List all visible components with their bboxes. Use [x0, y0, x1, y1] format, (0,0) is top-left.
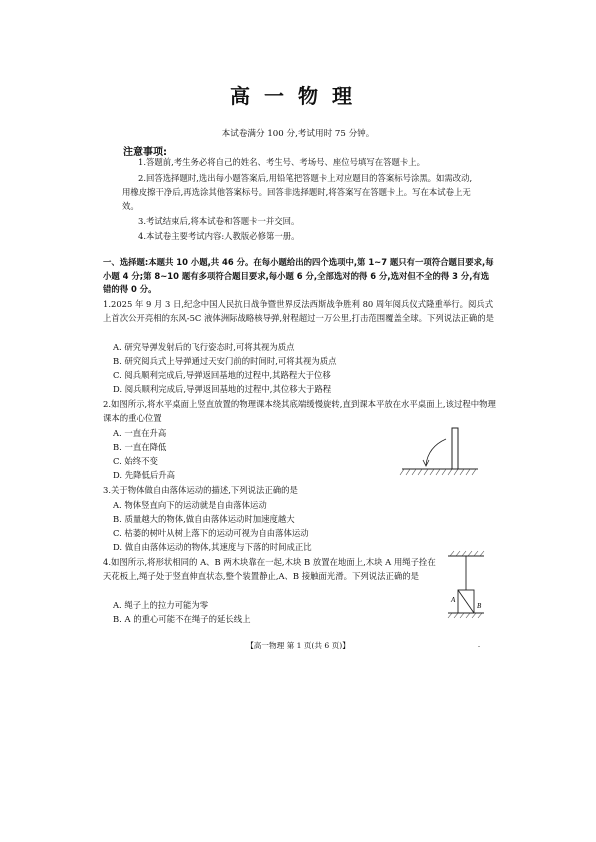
- question-4-option-b[interactable]: B. A 的重心可能不在绳子的延长线上: [113, 614, 251, 624]
- label-block-a: A: [451, 596, 456, 604]
- figure-book-rotation: [400, 425, 480, 480]
- question-4-stem: 4.如图所示,将形状相同的 A、B 两木块靠在一起,木块 B 放置在地面上,木块 A 用绳子拴在天花板上,绳子处于竖直伸直状态,整个装置静止,A、B 接触面光滑。下列说法正确的是: [103, 557, 436, 581]
- question-3-option-a[interactable]: A. 物体竖直向下的运动就是自由落体运动: [113, 500, 267, 510]
- question-2-option-d[interactable]: D. 先降低后升高: [113, 470, 175, 480]
- notice-item-2: 2.回答选择题时,选出每小题答案后,用铅笔把答题卡上对应题目的答案标号涂黑。如需改动,用橡皮擦干净后,再选涂其他答案标号。回答非选择题时,将答案写在答题卡上。写在本试卷上无效。: [122, 173, 473, 211]
- page-footer: 【高一物理 第 1 页(共 6 页)】: [246, 641, 350, 650]
- question-2-option-a[interactable]: A. 一直在升高: [113, 428, 167, 438]
- page-title: 高一物理: [230, 84, 366, 108]
- label-block-b: B: [477, 602, 482, 610]
- exam-subtitle: 本试卷满分 100 分,考试用时 75 分钟。: [221, 129, 375, 139]
- question-1-option-d[interactable]: D. 阅兵顺利完成后,导弹返回基地的过程中,其位移大于路程: [113, 384, 332, 394]
- question-3-option-c[interactable]: C. 枯萎的树叶从树上落下的运动可视为自由落体运动: [113, 528, 309, 538]
- question-2-stem: 2.如图所示,将水平桌面上竖直放置的物理课本绕其底端缓慢旋转,直到课本平放在水平桌面上,该过程中物理课本的重心位置: [103, 399, 496, 423]
- rotation-arc: [426, 439, 446, 465]
- notice-item-1: 1.答题前,考生务必将自己的姓名、考生号、考场号、座位号填写在答题卡上。: [138, 157, 426, 167]
- question-2-option-b[interactable]: B. 一直在降低: [113, 442, 167, 452]
- book-upright: [452, 428, 458, 469]
- question-1-option-c[interactable]: C. 阅兵顺利完成后,导弹返回基地的过程中,其路程大于位移: [113, 370, 331, 380]
- table-hatching: [400, 469, 476, 475]
- question-3-option-d[interactable]: D. 做自由落体运动的物体,其速度与下落的时间成正比: [113, 542, 312, 552]
- ground-hatching: [448, 613, 482, 618]
- notice-item-4: 4.本试卷主要考试内容:人教版必修第一册。: [138, 231, 300, 241]
- figure-blocks-rope: [440, 550, 490, 625]
- footer-mark: -: [478, 643, 481, 650]
- question-2-option-c[interactable]: C. 始终不变: [113, 456, 158, 466]
- question-3-stem: 3.关于物体做自由落体运动的描述,下列说法正确的是: [103, 485, 298, 495]
- ceiling-hatching: [450, 551, 484, 556]
- question-3-option-b[interactable]: B. 质量越大的物体,做自由落体运动时加速度越大: [113, 514, 295, 524]
- notice-heading: 注意事项:: [123, 147, 167, 158]
- question-1-option-b[interactable]: B. 研究阅兵式上导弹通过天安门前的时间时,可将其视为质点: [113, 356, 337, 366]
- question-1-option-a[interactable]: A. 研究导弹发射后的飞行姿态时,可将其视为质点: [113, 342, 295, 352]
- question-4-option-a[interactable]: A. 绳子上的拉力可能为零: [113, 600, 209, 610]
- question-1-stem: 1.2025 年 9 月 3 日,纪念中国人民抗日战争暨世界反法西斯战争胜利 80 周年阅兵仪式隆重举行。阅兵式上首次公开亮相的东风-5C 液体洲际战略核导弹,射程超过一万公里,打击范围覆盖全球。下列说法正确的是: [103, 299, 495, 323]
- notice-item-3: 3.考试结束后,将本试卷和答题卡一并交回。: [138, 216, 300, 226]
- section-heading: 一、选择题:本题共 10 小题,共 46 分。在每小题给出的四个选项中,第 1~7 题只有一项符合题目要求,每小题 4 分;第 8~10 题有多项符合题目要求,每小题 6 分,全部选对的得 6 分,选对但不全的得 3 分,有选错的得 0 分。: [103, 257, 494, 295]
